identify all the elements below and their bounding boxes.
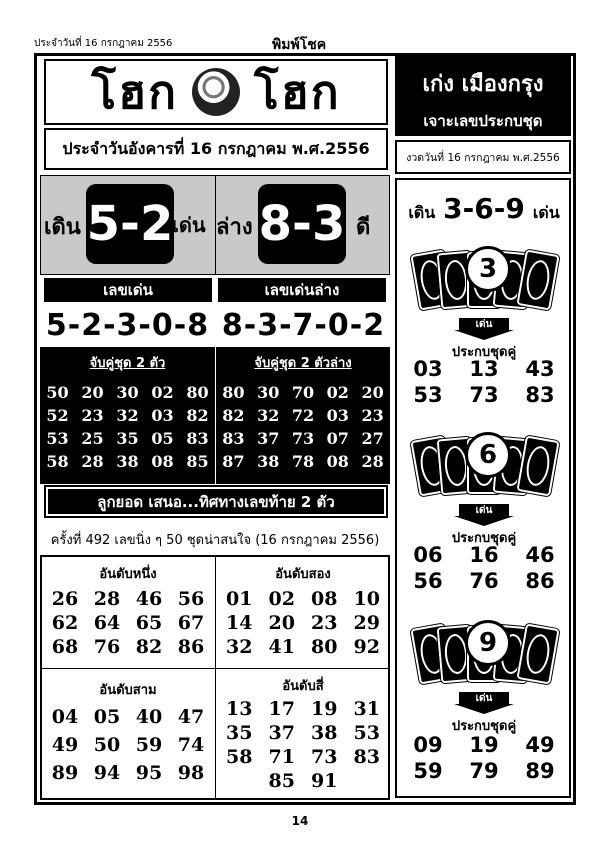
rank-number: 14	[226, 612, 253, 634]
rank-number: 23	[311, 612, 338, 634]
pairs-bottom-title: จับคู่ชุด 2 ตัวล่าง	[254, 356, 352, 371]
pair-number: 25	[81, 429, 104, 448]
rank-1-grid	[44, 588, 212, 658]
set-number: 13	[469, 357, 499, 381]
rank-4	[218, 675, 388, 792]
set-digit: 6	[465, 432, 511, 478]
set-title: ประกบชุดคู่	[451, 531, 517, 546]
rank-number: 13	[226, 698, 253, 720]
rank-number: 08	[311, 588, 338, 610]
pair-number: 87	[222, 452, 245, 471]
pair-number: 23	[361, 406, 384, 425]
pair-number: 27	[361, 429, 384, 448]
header-date: ประจำวันที่ 16 กรกฎาคม 2556	[34, 38, 173, 49]
cards-fan-icon	[415, 620, 555, 690]
rank-number: 53	[353, 722, 380, 744]
logo-left-word: โฮก	[91, 64, 178, 119]
down-arrow-icon	[441, 318, 527, 340]
pair-number: 37	[257, 429, 280, 448]
pair-number: 08	[151, 452, 174, 471]
rank-number: 65	[135, 612, 163, 634]
divider	[215, 555, 216, 800]
set-1-grid	[400, 357, 568, 407]
rank-number: 85	[268, 770, 295, 792]
rank-number: 58	[226, 746, 253, 768]
rank-number: 59	[135, 734, 163, 756]
down-arrow-icon	[441, 504, 527, 526]
bottom-label: ล่าง	[216, 214, 253, 240]
issue-date: ประจำวันอังคารที่ 16 กรกฎาคม พ.ศ.2556	[44, 128, 388, 170]
arrow-label: เด่น	[459, 692, 509, 704]
pairs-bottom	[216, 352, 390, 471]
rank-number: 05	[93, 706, 121, 728]
top-hot-pair: 5-2	[86, 184, 174, 264]
rank-number: 98	[177, 762, 205, 784]
pair-number: 83	[186, 429, 209, 448]
pair-number: 05	[151, 429, 174, 448]
rank-number: 02	[268, 588, 295, 610]
walk-label: เดิน	[44, 214, 81, 240]
lead-digits-top: 5-2-3-0-8	[45, 307, 210, 343]
rank-number: 41	[268, 636, 295, 658]
pair-number: 02	[326, 383, 349, 402]
pair-number: 32	[257, 406, 280, 425]
set-number: 83	[525, 383, 555, 407]
pair-number: 28	[361, 452, 384, 471]
rank-number: 83	[353, 746, 380, 768]
rank-number: 37	[268, 722, 295, 744]
arrow-label: เด่น	[459, 504, 509, 516]
rank-number: 92	[353, 636, 380, 658]
pair-number: 38	[257, 452, 280, 471]
pair-number: 83	[222, 429, 245, 448]
pair-number: 03	[151, 406, 174, 425]
set-number: 86	[525, 569, 555, 593]
rank-number: 68	[51, 636, 79, 658]
logo	[44, 59, 388, 125]
rank-number: 17	[268, 698, 295, 720]
tiger-icon	[192, 68, 240, 116]
rank-number: 76	[93, 636, 121, 658]
pairs-top	[40, 352, 215, 471]
set-digit: 9	[465, 620, 511, 666]
pairs-top-title: จับคู่ชุด 2 ตัว	[89, 356, 166, 371]
pair-number: 02	[151, 383, 174, 402]
rank-4-grid	[218, 698, 388, 792]
rank-2-title: อันดับสอง	[275, 567, 331, 582]
set-number: 09	[413, 733, 443, 757]
pair-number: 20	[81, 383, 104, 402]
pair-number: 30	[257, 383, 280, 402]
rank-number: 49	[51, 734, 79, 756]
pair-number: 70	[291, 383, 315, 402]
rank-number: 35	[226, 722, 253, 744]
sidebar-date: งวดวันที่ 16 กรกฎาคม พ.ศ.2556	[395, 140, 571, 174]
walk-label: เดิน	[408, 203, 436, 222]
pair-number: 38	[116, 452, 139, 471]
set-number: 89	[525, 759, 555, 783]
rank-number: 50	[93, 734, 121, 756]
rank-1-title: อันดับหนึ่ง	[99, 567, 157, 582]
set-number: 79	[469, 759, 499, 783]
set-2-grid	[400, 543, 568, 593]
sidebar-title: เก่ง เมืองกรุง	[422, 72, 544, 97]
tip-banner: ลูกยอด เสนอ...ทิศทางเลขท้าย 2 ตัว	[48, 489, 384, 514]
rank-number: 73	[311, 746, 338, 768]
rank-3-title: อันดับสาม	[99, 683, 157, 698]
cards-fan-icon	[415, 432, 555, 502]
rank-number: 80	[311, 636, 338, 658]
rank-number: 71	[268, 746, 295, 768]
pair-number: 08	[326, 452, 349, 471]
pair-number: 82	[222, 406, 245, 425]
pair-number: 23	[81, 406, 104, 425]
pair-number: 52	[46, 406, 69, 425]
pair-number: 28	[81, 452, 104, 471]
rank-2-grid	[218, 588, 388, 658]
set-number: 03	[413, 357, 443, 381]
rank-number: 74	[177, 734, 205, 756]
rank-number: 26	[51, 588, 79, 610]
highlight-label: เด่น	[172, 213, 206, 237]
rank-1	[44, 563, 212, 658]
set-3-grid	[400, 733, 568, 783]
rank-number: 89	[51, 762, 79, 784]
set-number: 76	[469, 569, 499, 593]
down-arrow-icon	[441, 692, 527, 714]
rank-3	[44, 679, 212, 784]
pair-number: 72	[291, 406, 315, 425]
rank-number: 67	[177, 612, 205, 634]
set-number: 53	[413, 383, 443, 407]
pairs-bottom-grid	[216, 383, 390, 471]
rank-number: 40	[135, 706, 163, 728]
rank-number: 28	[93, 588, 121, 610]
pair-number: 53	[46, 429, 69, 448]
lead-title-bottom: เลขเด่นล่าง	[218, 278, 386, 302]
rank-number: 01	[226, 588, 253, 610]
walk-suffix: เด่น	[532, 203, 560, 222]
pair-number: 85	[186, 452, 209, 471]
rank-number: 94	[93, 762, 121, 784]
set-digit: 3	[465, 246, 511, 292]
set-number: 73	[469, 383, 499, 407]
pair-number: 07	[326, 429, 349, 448]
set-number: 16	[469, 543, 499, 567]
pair-number: 82	[186, 406, 209, 425]
rank-number: 95	[135, 762, 163, 784]
set-number: 43	[525, 357, 555, 381]
set-number: 06	[413, 543, 443, 567]
sidebar-title-box	[395, 56, 571, 136]
rank-number: 62	[51, 612, 79, 634]
publication-name: พิมพ์โชค	[272, 37, 327, 53]
pair-number: 20	[361, 383, 384, 402]
rank-number: 38	[311, 722, 338, 744]
rank-number: 20	[268, 612, 295, 634]
rank-number: 91	[311, 770, 338, 792]
rank-4-title: อันดับสี่	[282, 679, 324, 694]
set-number: 19	[469, 733, 499, 757]
page-number: 14	[291, 814, 309, 828]
rank-number: 82	[135, 636, 163, 658]
walk-row	[400, 192, 568, 226]
arrow-label: เด่น	[459, 318, 509, 330]
rank-number: 32	[226, 636, 253, 658]
rank-number: 19	[311, 698, 338, 720]
rank-number: 47	[177, 706, 205, 728]
bottom-hot-pair: 8-3	[258, 184, 346, 264]
cards-fan-icon	[415, 246, 555, 316]
set-number: 49	[525, 733, 555, 757]
pair-number: 78	[291, 452, 315, 471]
pair-number: 32	[116, 406, 139, 425]
sidebar-subtitle: เจาะเลขประกบชุด	[423, 112, 543, 130]
rank-number: 64	[93, 612, 121, 634]
pair-number: 80	[222, 383, 245, 402]
set-title: ประกบชุดคู่	[451, 719, 517, 734]
rank-number: 29	[353, 612, 380, 634]
set-number: 46	[525, 543, 555, 567]
rank-number: 04	[51, 706, 79, 728]
rank-number: 10	[353, 588, 380, 610]
pair-number: 73	[291, 429, 315, 448]
rank-number: 46	[135, 588, 163, 610]
walk-numbers: 3-6-9	[443, 192, 525, 225]
lead-title-top: เลขเด่น	[44, 278, 212, 302]
rank-number: 56	[177, 588, 205, 610]
pair-number: 30	[116, 383, 139, 402]
set-number: 59	[413, 759, 443, 783]
pairs-top-grid	[40, 383, 215, 471]
pair-number: 03	[326, 406, 349, 425]
rank-number: 86	[177, 636, 205, 658]
lead-digits-bottom: 8-3-7-0-2	[221, 307, 386, 343]
rank-number: 31	[353, 698, 380, 720]
pair-number: 80	[186, 383, 209, 402]
round-line: ครั้งที่ 492 เลขนิ่ง ๆ 50 ชุดน่าสนใจ (16 กรกฎาคม 2556)	[50, 532, 380, 548]
good-label: ดี	[356, 214, 371, 240]
rank-3-grid	[44, 706, 212, 784]
pair-number: 35	[116, 429, 139, 448]
set-number: 56	[413, 569, 443, 593]
divider	[40, 668, 390, 669]
logo-right-word: โฮก	[254, 64, 341, 119]
pair-number: 58	[46, 452, 69, 471]
rank-2	[218, 563, 388, 658]
set-title: ประกบชุดคู่	[451, 345, 517, 360]
pair-number: 50	[46, 383, 69, 402]
